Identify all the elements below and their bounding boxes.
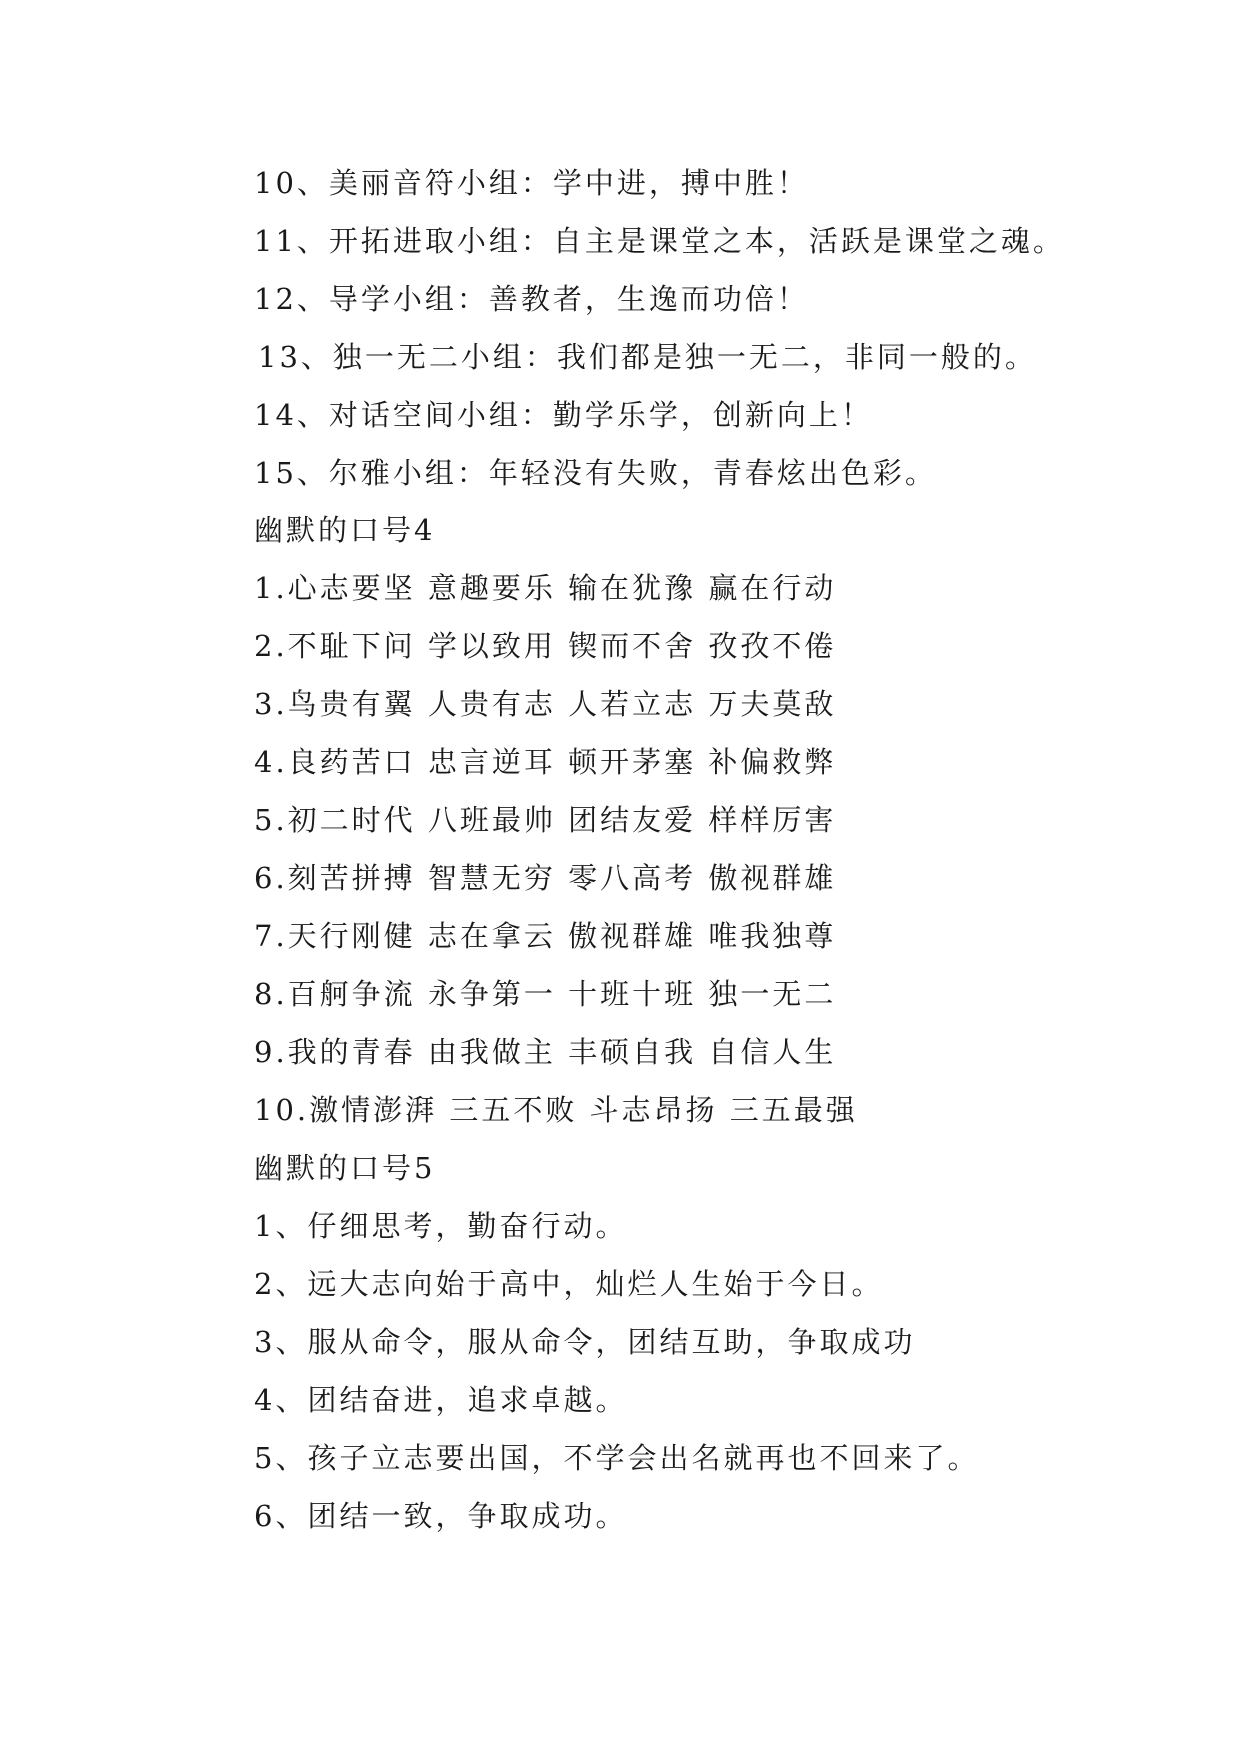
slogan-line: 4.良药苦口 忠言逆耳 顿开茅塞 补偏救弊 [254, 745, 837, 779]
slogan-line: 10.激情澎湃 三五不败 斗志昂扬 三五最强 [254, 1093, 858, 1127]
slogan-line: 6、团结一致，争取成功。 [254, 1499, 628, 1533]
slogan-line: 6.刻苦拼搏 智慧无穷 零八高考 傲视群雄 [254, 861, 837, 895]
slogan-line: 3.鸟贵有翼 人贵有志 人若立志 万夫莫敌 [254, 687, 837, 721]
slogan-line: 4、团结奋进，追求卓越。 [254, 1383, 628, 1417]
slogan-line: 14、对话空间小组：勤学乐学，创新向上！ [254, 398, 873, 432]
slogan-line: 2.不耻下问 学以致用 锲而不舍 孜孜不倦 [254, 629, 837, 663]
slogan-line: 9.我的青春 由我做主 丰硕自我 自信人生 [254, 1035, 837, 1069]
slogan-line: 5、孩子立志要出国，不学会出名就再也不回来了。 [254, 1441, 980, 1475]
slogan-line: 13、独一无二小组：我们都是独一无二，非同一般的。 [258, 340, 1037, 374]
slogan-line: 1、仔细思考，勤奋行动。 [254, 1209, 628, 1243]
slogan-line: 2、远大志向始于高中，灿烂人生始于今日。 [254, 1267, 884, 1301]
section-heading: 幽默的口号5 [254, 1151, 436, 1185]
slogan-line: 5.初二时代 八班最帅 团结友爱 样样厉害 [254, 803, 837, 837]
slogan-line: 8.百舸争流 永争第一 十班十班 独一无二 [254, 977, 837, 1011]
slogan-line: 10、美丽音符小组：学中进，搏中胜！ [254, 166, 809, 200]
slogan-line: 12、导学小组：善教者，生逸而功倍！ [254, 282, 809, 316]
slogan-line: 3、服从命令，服从命令，团结互助，争取成功 [254, 1325, 916, 1359]
section-heading: 幽默的口号4 [254, 513, 436, 547]
slogan-line: 7.天行刚健 志在拿云 傲视群雄 唯我独尊 [254, 919, 837, 953]
slogan-line: 11、开拓进取小组：自主是课堂之本，活跃是课堂之魂。 [254, 224, 1065, 258]
slogan-line: 15、尔雅小组：年轻没有失败，青春炫出色彩。 [254, 456, 937, 490]
slogan-line: 1.心志要坚 意趣要乐 输在犹豫 赢在行动 [254, 571, 837, 605]
